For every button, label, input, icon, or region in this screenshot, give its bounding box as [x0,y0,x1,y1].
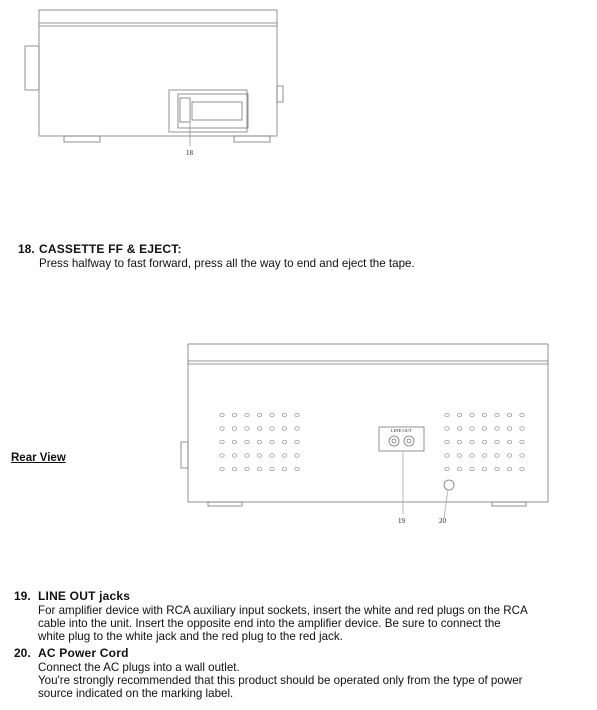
vent-hole [470,467,474,471]
item-18-title: CASSETTE FF & EJECT: [39,242,182,256]
side-view-figure [22,8,292,160]
item-19-title: LINE OUT jacks [38,589,131,603]
item-19-line-1: For amplifier device with RCA auxiliary input sockets, insert the white and red plugs on the RCA [38,604,528,617]
vent-hole [495,440,499,444]
item-20-title: AC Power Cord [38,646,129,660]
vent-hole [495,413,499,417]
vent-hole [257,467,261,471]
vent-hole [270,467,274,471]
vent-hole [245,413,249,417]
vent-hole [282,440,286,444]
vent-hole [520,413,524,417]
item-18-text: Press halfway to fast forward, press all the way to end and eject the tape. [39,257,415,270]
vent-hole [282,467,286,471]
callout-19: 19 [398,517,405,525]
item-19-number: 19. [14,589,31,603]
jack-label: LINE OUT [391,428,412,433]
rear-view-label: Rear View [11,452,66,464]
vent-hole [245,440,249,444]
vent-hole [245,467,249,471]
vent-hole [295,440,299,444]
item-19-line-2: cable into the unit. Insert the opposite end into the amplifier device. Be sure to connect the [38,617,501,630]
vent-hole [295,413,299,417]
vent-hole [470,440,474,444]
vent-hole [520,454,524,458]
vent-hole [445,467,449,471]
vent-hole [445,454,449,458]
vent-hole [282,427,286,431]
rear-view-figure [180,342,555,530]
item-19-line-3: white plug to the white jack and the red plug to the red jack. [38,630,343,643]
vent-hole [495,467,499,471]
vent-hole [232,454,236,458]
vent-hole [295,427,299,431]
vent-hole [270,427,274,431]
vent-hole [220,427,224,431]
vent-hole [495,454,499,458]
vent-hole [445,413,449,417]
vent-hole [245,427,249,431]
item-19-text [38,604,528,643]
vent-hole [482,427,486,431]
vent-hole [270,454,274,458]
vent-hole [457,454,461,458]
vent-hole [507,440,511,444]
vent-hole [220,413,224,417]
item-20-line-3: source indicated on the marking label. [38,687,234,700]
item-20-line-1: Connect the AC plugs into a wall outlet. [38,661,240,674]
callout-20: 20 [439,517,446,525]
vent-hole [445,440,449,444]
item-18-number: 18. [18,242,35,256]
vent-hole [445,427,449,431]
vent-hole [507,413,511,417]
vent-hole [482,467,486,471]
vent-hole [245,454,249,458]
vent-hole [270,413,274,417]
vent-hole [507,427,511,431]
callout-18: 18 [186,149,193,157]
vent-hole [257,413,261,417]
vent-hole [507,467,511,471]
vent-hole [295,467,299,471]
vent-hole [520,467,524,471]
vent-hole [457,440,461,444]
vent-hole [282,413,286,417]
vent-hole [482,454,486,458]
vent-hole [270,440,274,444]
vent-hole [457,467,461,471]
vent-hole [257,427,261,431]
vent-hole [220,454,224,458]
vent-hole [257,454,261,458]
vent-hole [482,440,486,444]
vent-hole [470,413,474,417]
vent-hole [295,454,299,458]
item-20-line-2: You're strongly recommended that this product should be operated only from the type of power [38,674,523,687]
vent-hole [520,427,524,431]
vent-hole [220,467,224,471]
vent-hole [457,427,461,431]
vent-hole [232,440,236,444]
vent-hole [470,427,474,431]
vent-hole [520,440,524,444]
vent-hole [495,427,499,431]
vent-hole [257,440,261,444]
vent-hole [457,413,461,417]
vent-hole [220,440,224,444]
vent-hole [232,467,236,471]
vent-hole [482,413,486,417]
vent-hole [507,454,511,458]
vent-hole [470,454,474,458]
item-20-number: 20. [14,646,31,660]
vent-hole [282,454,286,458]
vent-hole [232,427,236,431]
vent-hole [232,413,236,417]
item-20-text [38,661,523,700]
